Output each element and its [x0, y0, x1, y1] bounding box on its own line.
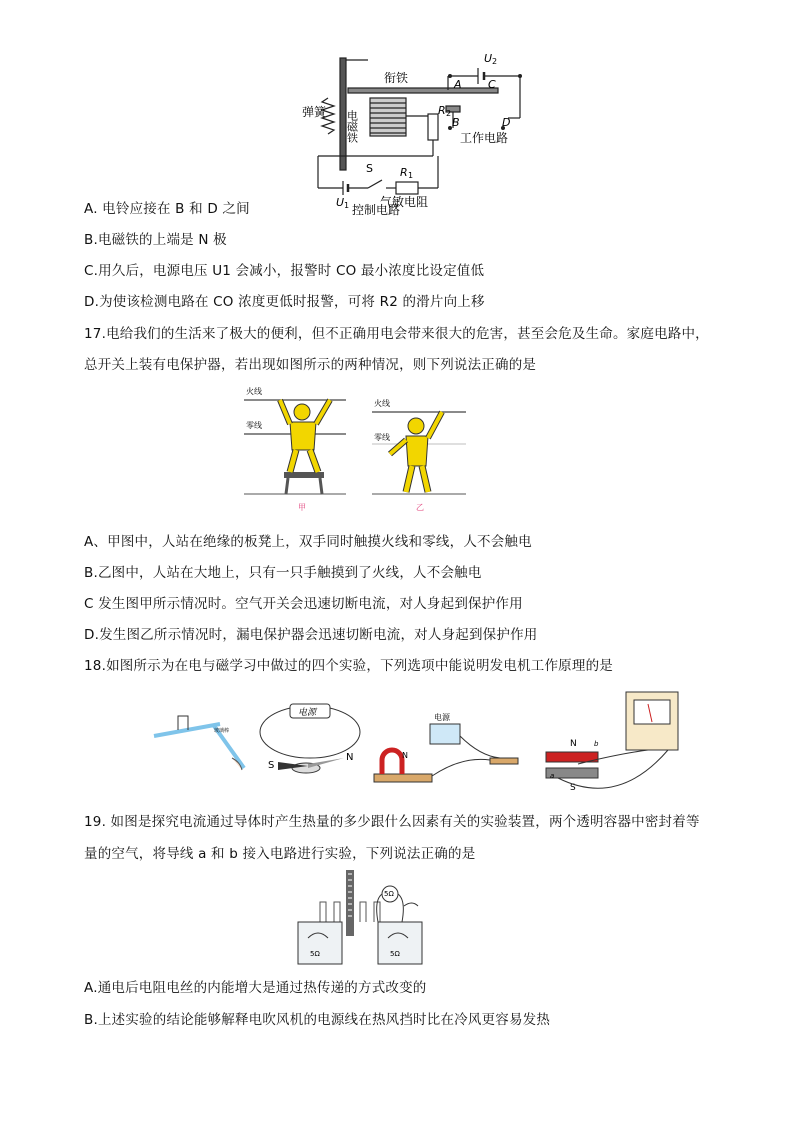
panel-right — [372, 398, 466, 512]
q16-option-d: D.为使该检测电路在 CO 浓度更低时报警，可将 R2 的滑片向上移 — [84, 294, 485, 310]
resistor-right-label: 5Ω — [390, 950, 400, 958]
compass-n-label: N — [346, 752, 354, 763]
armature-label: 衔铁 — [384, 71, 409, 85]
q16-option-a: A. 电铃应接在 B 和 D 之间 — [84, 201, 250, 217]
q17-stem-line2: 总开关上装有电保护器，若出现如图所示的两种情况，则下列说法正确的是 — [84, 357, 537, 373]
power-label-2: 电源 — [434, 713, 450, 722]
experiment-3 — [374, 712, 518, 782]
resistor-left-label: 5Ω — [310, 950, 320, 958]
u1-label: U — [336, 196, 345, 209]
q16-option-b: B.电磁铁的上端是 N 极 — [84, 232, 227, 248]
wire-a-label: a — [550, 772, 555, 780]
wire-b-label: b — [594, 740, 599, 748]
q16-option-c: C.用久后，电源电压 U1 会减小，报警时 CO 最小浓度比设定值低 — [84, 263, 485, 279]
q17-option-c: C 发生图甲所示情况时。空气开关会迅速切断电流，对人身起到保护作用 — [84, 596, 523, 612]
contact-d-label: D — [502, 116, 511, 129]
compass-s-label: S — [268, 760, 275, 771]
joule-heating-apparatus-figure — [290, 866, 430, 968]
caption-yi: 乙 — [416, 503, 424, 512]
power-label-1: 电源 — [298, 708, 317, 718]
control-circuit-label: 控制电路 — [352, 203, 401, 217]
r1-sub: 1 — [408, 171, 414, 180]
relay-circuit-figure — [298, 48, 538, 218]
r2-sub: 2 — [446, 109, 452, 118]
experiment-2 — [260, 704, 360, 773]
live-wire-label-left: 火线 — [246, 387, 262, 396]
neutral-wire-label-right: 零线 — [374, 433, 390, 442]
q17-option-d: D.发生图乙所示情况时，漏电保护器会迅速切断电流，对人身起到保护作用 — [84, 627, 538, 643]
electromagnet-label: 电磁铁 — [345, 110, 359, 143]
q19-stem-line1: 19. 如图是探究电流通过导体时产生热量的多少跟什么因素有关的实验装置，两个透明容器中密封着等 — [84, 814, 700, 830]
panel-left — [244, 386, 346, 512]
caption-jia: 甲 — [298, 503, 306, 512]
switch-s-label: S — [366, 162, 373, 175]
r1-label: R — [400, 166, 408, 179]
magnet-s-label-2: S — [570, 783, 576, 790]
magnet-n-label-2: N — [570, 739, 577, 749]
experiment-1 — [154, 716, 244, 770]
q17-stem-line1: 17.电给我们的生活来了极大的便利，但不正确用电会带来很大的危害，甚至会危及生命。家庭电路中， — [84, 326, 709, 342]
contact-b-label: B — [452, 116, 460, 129]
glass-rod-label: 玻璃棒 — [214, 728, 230, 734]
electromagnetism-experiments-figure — [148, 686, 688, 790]
q17-option-b: B.乙图中，人站在大地上，只有一只手触摸到了火线，人不会触电 — [84, 565, 482, 581]
neutral-wire-label-left: 零线 — [246, 421, 262, 430]
r2-label: R — [438, 104, 446, 117]
q19-stem-line2: 量的空气，将导线 a 和 b 接入电路进行实验，下列说法正确的是 — [84, 846, 476, 862]
electric-shock-figure — [240, 382, 470, 514]
experiment-4 — [546, 692, 678, 790]
magnet-n-label: N — [402, 751, 408, 760]
q18-stem: 18.如图所示为在电与磁学习中做过的四个实验，下列选项中能说明发电机工作原理的是 — [84, 658, 613, 674]
u2-label: U — [484, 52, 493, 65]
resistor-top-label: 5Ω — [384, 890, 394, 898]
contact-a-label: A — [454, 78, 462, 91]
gas-resistor-label: 气敏电阻 — [380, 195, 429, 209]
spring-label: 弹簧 — [302, 105, 327, 119]
q19-option-b: B.上述实验的结论能够解释电吹风机的电源线在热风挡时比在冷风更容易发热 — [84, 1012, 551, 1028]
u1-sub: 1 — [344, 201, 350, 210]
contact-c-label: C — [488, 78, 496, 91]
q17-option-a: A、甲图中，人站在绝缘的板凳上，双手同时触摸火线和零线，人不会触电 — [84, 534, 532, 550]
live-wire-label-right: 火线 — [374, 399, 390, 408]
working-circuit-label: 工作电路 — [460, 131, 509, 145]
u2-sub: 2 — [492, 57, 498, 66]
q19-option-a: A.通电后电阻电丝的内能增大是通过热传递的方式改变的 — [84, 980, 427, 996]
